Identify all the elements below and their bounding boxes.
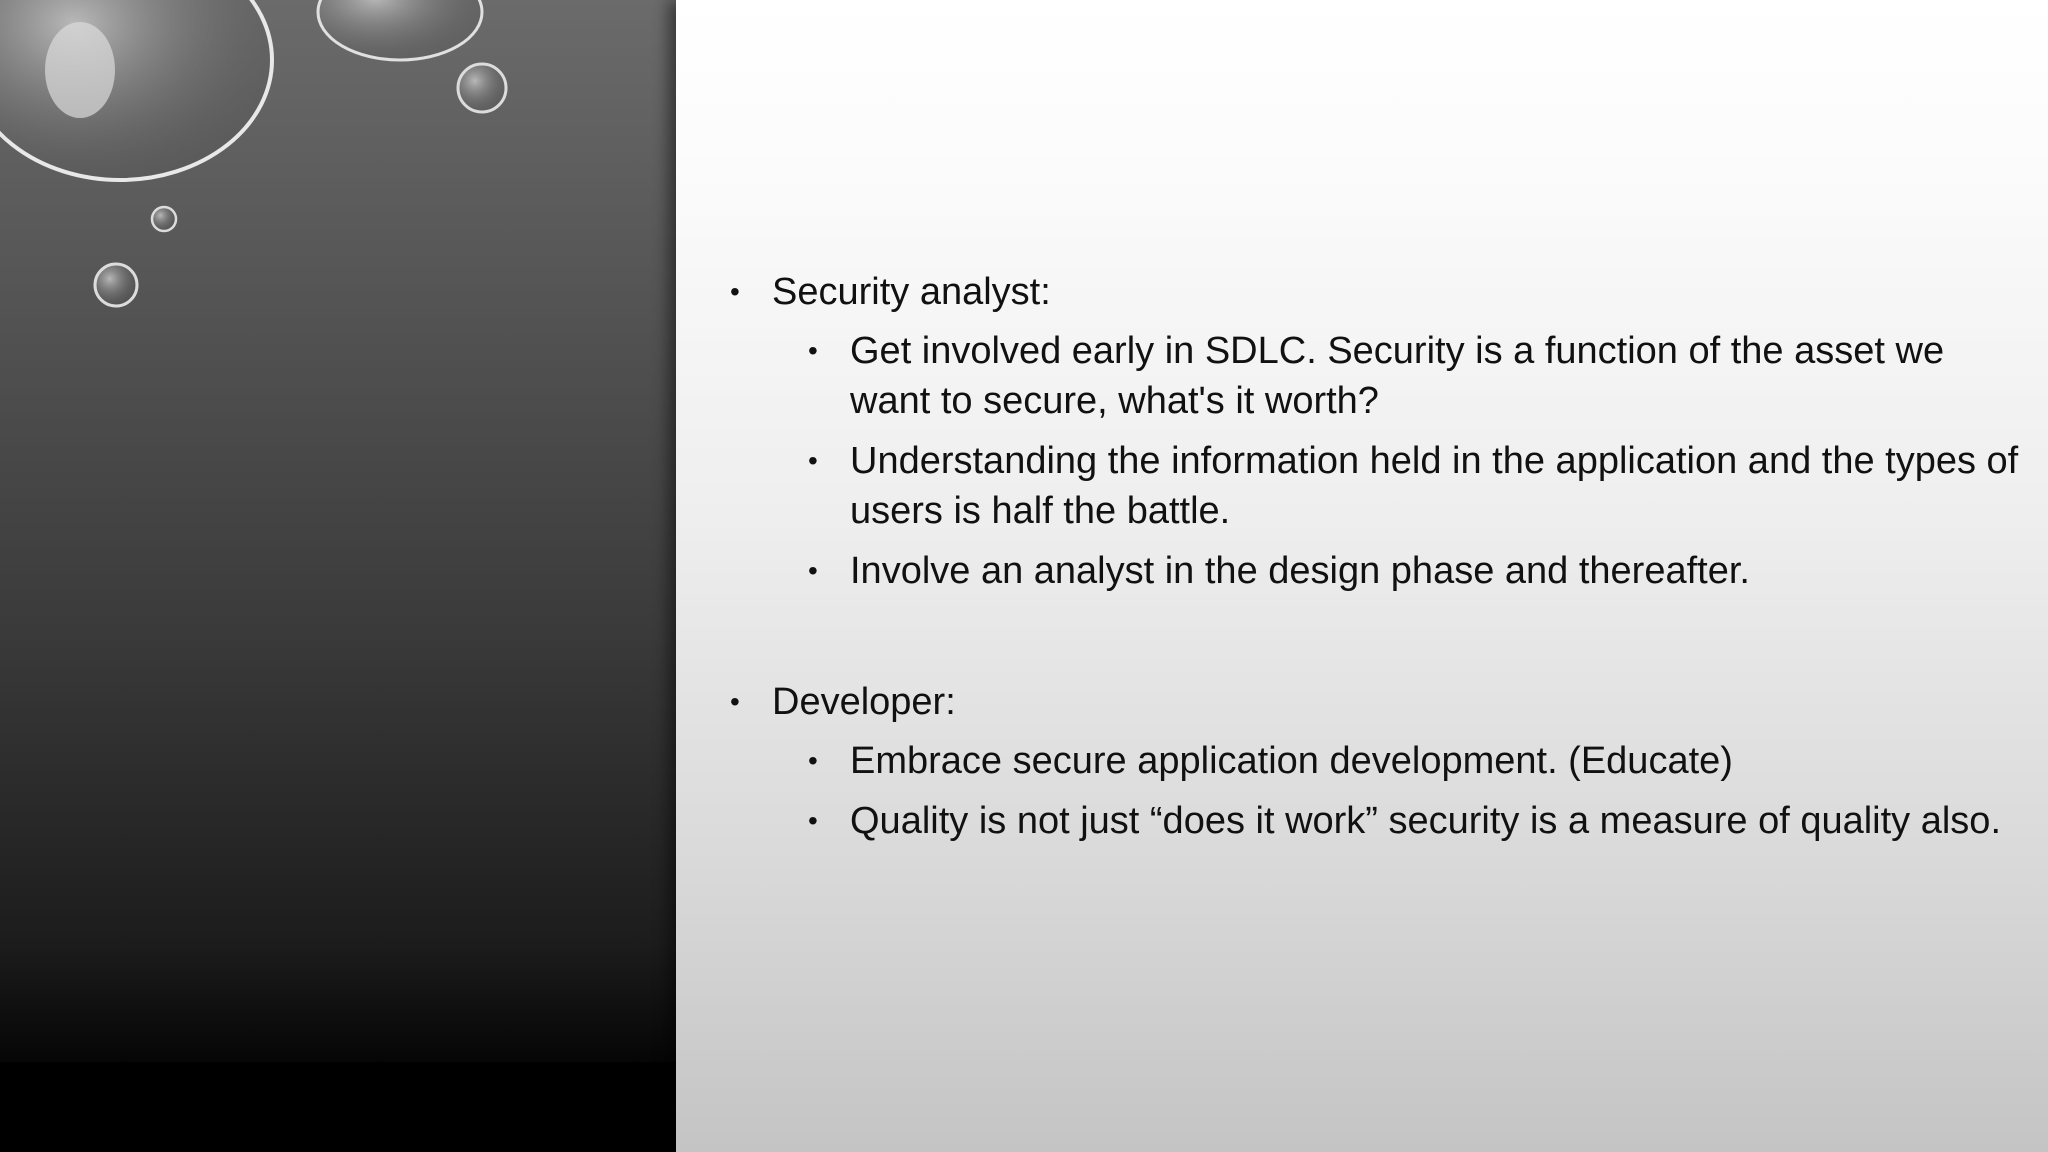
list-item: • Involve an analyst in the design phase and thereafter.: [730, 546, 2030, 596]
section-heading-security-analyst: • Security analyst:: [730, 268, 2030, 316]
list-item: • Understanding the information held in the application and the types of users is half the battle.: [730, 436, 2030, 536]
bullet-list: [730, 268, 2030, 846]
spacer: [730, 596, 2030, 678]
bullet-icon: •: [808, 335, 818, 366]
list-item: • Quality is not just “does it work” security is a measure of quality also.: [730, 796, 2030, 846]
section-heading-developer: • Developer:: [730, 678, 2030, 726]
bottom-band: [0, 1062, 676, 1152]
bullet-icon: •: [808, 445, 818, 476]
bullet-icon: •: [808, 745, 818, 776]
bullet-icon: •: [808, 555, 818, 586]
list-item: • Embrace secure application development. (Educate): [730, 736, 2030, 786]
bullet-icon: •: [730, 686, 740, 717]
bullet-icon: •: [730, 276, 740, 307]
list-item: • Get involved early in SDLC. Security is a function of the asset we want to secure, what's it worth?: [730, 326, 2030, 426]
title-panel: [0, 0, 676, 1152]
water-drops-image: [0, 0, 676, 340]
bullet-icon: •: [808, 805, 818, 836]
